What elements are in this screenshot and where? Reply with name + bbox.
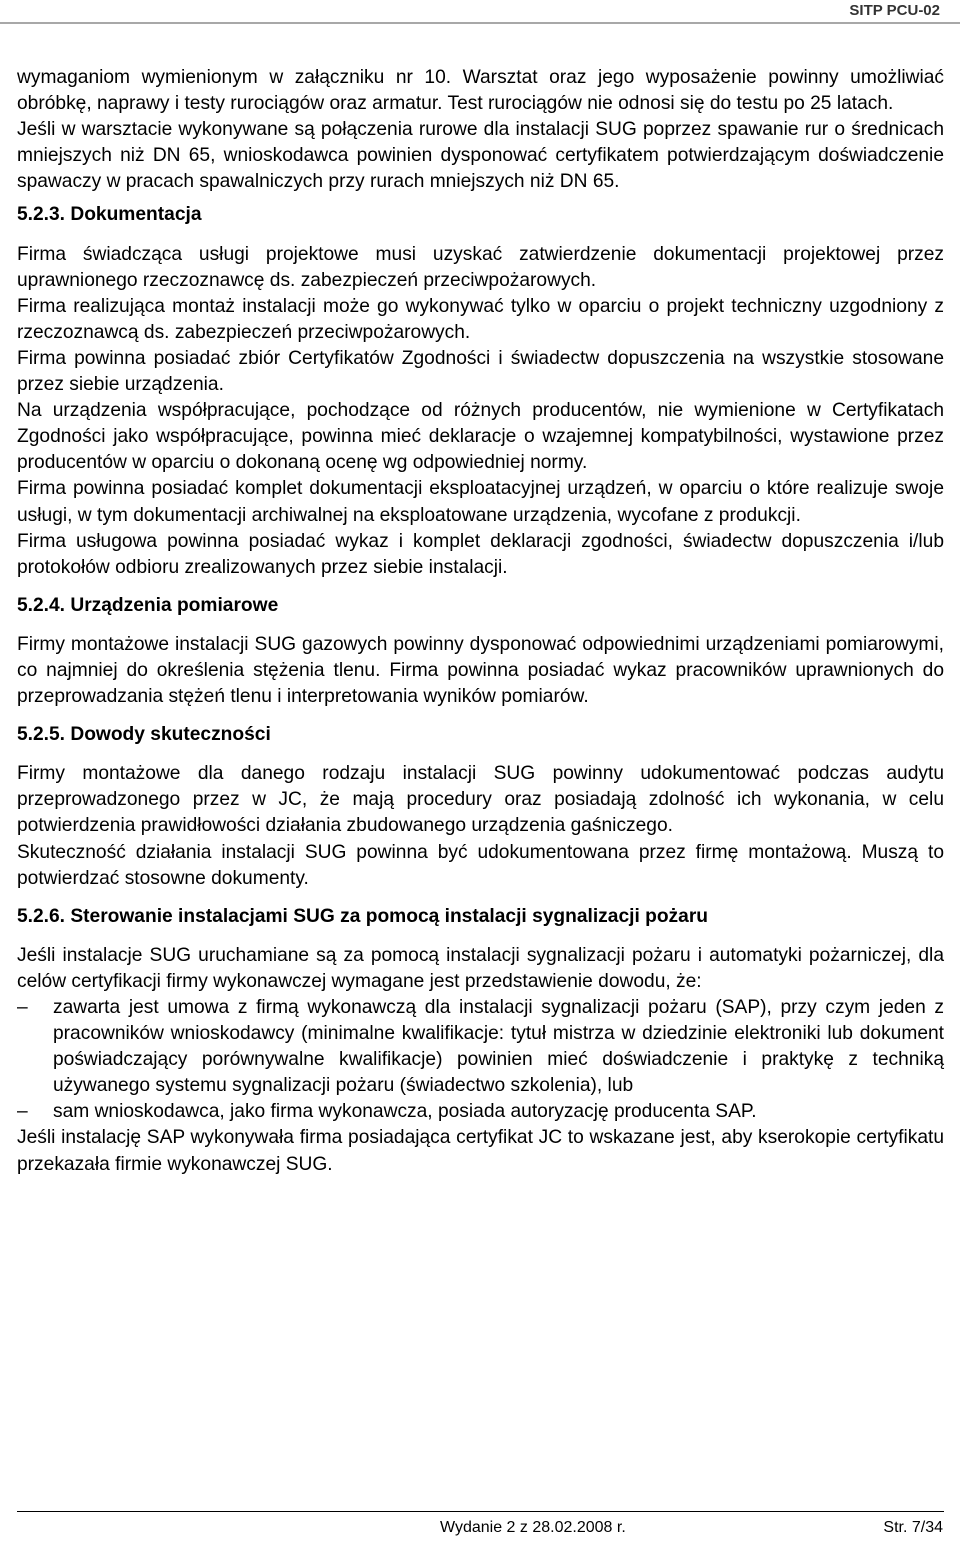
footer-edition: Wydanie 2 z 28.02.2008 r. [440,1519,626,1536]
bullet-dash: – [17,1101,28,1123]
footer-page-number: Str. 7/34 [883,1519,943,1536]
heading-5-2-6: 5.2.6. Sterowanie instalacjami SUG za pomocą instalacji sygnalizacji pożaru [17,905,709,927]
paragraph-5-2-6-2: Jeśli instalację SAP wykonywała firma posiadająca certyfikat JC to wskazane jest, aby kserokopie certyfikatu przekazała firmie wykonawczej SUG. [17,1127,944,1175]
footer-rule [17,1511,944,1512]
paragraph-5-2-3-1: Firma świadcząca usługi projektowe musi uzyskać zatwierdzenie dokumentacji projektowej przez uprawnionego rzeczoznawcę ds. zabezpieczeń przeciwpożarowych. [17,243,944,291]
document-code: SITP PCU-02 [849,2,940,19]
paragraph-5-2-5-1: Firmy montażowe dla danego rodzaju instalacji SUG powinny udokumentować podczas audytu przeprowadzonego przez w JC, że mają procedury oraz posiadają zdolność ich wykonania, w celu potwierdzenia prawidłowości działania zbudowanego urządzenia gaśniczego. [17,763,944,837]
paragraph-5-2-3-5: Firma powinna posiadać komplet dokumentacji eksploatacyjnej urządzeń, w oparciu o które realizuje swoje usługi, w tym dokumentacji archiwalnej na eksploatowane urządzenia, wycofane z produkcji. [17,478,944,526]
header-rule [0,22,960,24]
paragraph-5-2-3-3: Firma powinna posiadać zbiór Certyfikatów Zgodności i świadectw dopuszczenia na wszystkie stosowane przez siebie urządzenia. [17,347,944,396]
document-body [17,65,944,1178]
paragraph-5-2-5-2: Skuteczność działania instalacji SUG powinna być udokumentowana przez firmę montażową. Muszą to potwierdzać stosowne dokumenty. [17,841,944,889]
heading-5-2-4: 5.2.4. Urządzenia pomiarowe [17,594,279,616]
paragraph-5-2-3-2: Firma realizująca montaż instalacji może go wykonywać tylko w oparciu o projekt techniczny uzgodniony z rzeczoznawcą ds. zabezpieczeń przeciwpożarowych. [17,295,944,343]
list-item [17,1099,944,1125]
paragraph-5-2-3-6: Firma usługowa powinna posiadać wykaz i komplet deklaracji zgodności, świadectw dopuszczenia i/lub protokołów odbioru zrealizowanych przez siebie instalacji. [17,530,944,578]
paragraph-5-2-3-4: Na urządzenia współpracujące, pochodzące od różnych producentów, nie wymienione w Certyfikatach Zgodności jako współpracujące, powinna mieć deklaracje o wzajemnej kompatybilności, wystawione przez producentów w oparciu o dokonaną ocenę wg odpowiedniej normy. [17,400,944,474]
bullet-dash: – [17,997,28,1018]
paragraph-intro: wymaganiom wymienionym w załączniku nr 10. Warsztat oraz jego wyposażenie powinny umożliwiać obróbkę, naprawy i testy rurociągów oraz armatur. Test rurociągów nie odnosi się do testu po 25 latach. [17,67,944,115]
list-item [17,995,944,1099]
paragraph-5-2-4: Firmy montażowe instalacji SUG gazowych powinny dysponować odpowiednimi urządzeniami pomiarowymi, co najmniej do określenia stężenia tlenu. Firma powinna posiadać wykaz pracowników uprawnionych do przeprowadzania stężeń tlenu i interpretowania wyników pomiarów. [17,633,944,708]
bullet-text-1: zawarta jest umowa z firmą wykonawczą dla instalacji sygnalizacji pożaru (SAP), przy czym jeden z pracowników wnioskodawcy (minimalne kwalifikacje: tytuł mistrza w dziedzinie elektroniki lub dokument poświadczający porównywalne kwalifikacje) powinien mieć doświadczenie i praktykę z techniką używanego systemu sygnalizacji pożaru (świadectwo szkolenia), lub [53,997,944,1097]
heading-5-2-3: 5.2.3. Dokumentacja [17,204,202,226]
paragraph-welding: Jeśli w warsztacie wykonywane są połączenia rurowe dla instalacji SUG poprzez spawanie rur o średnicach mniejszych niż DN 65, wnioskodawca powinien dysponować certyfikatem potwierdzającym doświadczenie spawaczy w pracach spawalniczych przy rurach mniejszych niż DN 65. [17,119,944,193]
heading-5-2-5: 5.2.5. Dowody skuteczności [17,724,271,746]
paragraph-5-2-6-1: Jeśli instalacje SUG uruchamiane są za pomocą instalacji sygnalizacji pożaru i automatyki pożarniczej, dla celów certyfikacji firmy wykonawczej wymagane jest przedstawienie dowodu, że: [17,944,944,992]
bullet-text-2: sam wnioskodawca, jako firma wykonawcza, posiada autoryzację producenta SAP. [53,1101,757,1123]
